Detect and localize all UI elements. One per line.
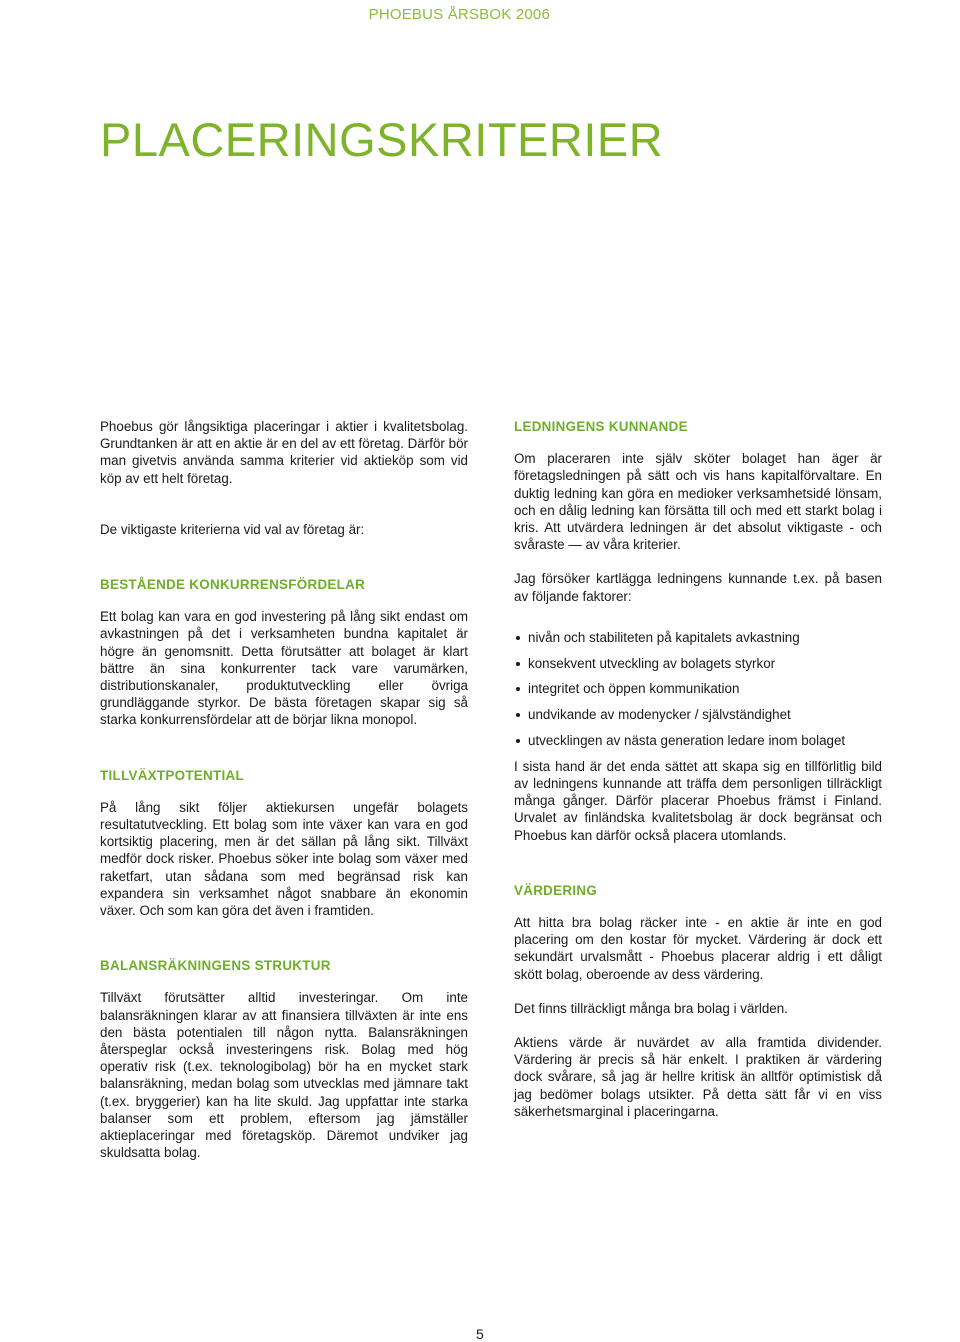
valuation-paragraph: Aktiens värde är nuvärdet av alla framtida dividender. Värdering är precis så här enkelt. I praktiken är värdering dock svårare, så jag är hellre kritisk än alltför optimistisk då jag bedömer bolags utsikter. På detta sätt får vi en viss säkerhetsmarginal i placeringarna. bbox=[514, 1035, 882, 1119]
bullet-icon bbox=[516, 662, 520, 666]
page-title: PLACERINGSKRITERIER bbox=[100, 113, 664, 166]
left-column bbox=[100, 418, 468, 1162]
bullet-icon bbox=[516, 636, 520, 640]
section-heading-management: LEDNINGENS KUNNANDE bbox=[514, 419, 688, 434]
section-heading-balance-sheet: BALANSRÄKNINGENS STRUKTUR bbox=[100, 958, 331, 974]
list-item-text: utvecklingen av nästa generation ledare inom bolaget bbox=[528, 733, 846, 749]
section-heading-growth-potential: TILLVÄXTPOTENTIAL bbox=[100, 767, 244, 783]
page-number: 5 bbox=[476, 1326, 484, 1342]
list-item-text: konsekvent utveckling av bolagets styrkor bbox=[528, 655, 776, 671]
bullet-icon bbox=[516, 713, 520, 717]
section-heading-valuation: VÄRDERING bbox=[514, 882, 598, 898]
criteria-intro: De viktigaste kriterierna vid val av företag är: bbox=[100, 521, 365, 537]
factors-intro: Jag försöker kartlägga ledningens kunnande t.ex. på basen av följande faktorer: bbox=[514, 571, 882, 604]
valuation-paragraph: Det finns tillräckligt många bra bolag i världen. bbox=[514, 1000, 788, 1016]
section-body-balance-sheet: Tillväxt förutsätter alltid investeringar. Om inte balansräkningen klarar av att finansiera tillväxten är inte ens den bästa potentialen till någon nytta. Balansräkningen återspeglar också investeringens risk. Bolag med hög operativ risk (t.ex. teknologibolag) bör ha en mycket stark balansräkning, medan bolag som utvecklas med jämnare takt (t.ex. bryggerier) kan ha lite skuld. Jag uppfattar inte starka balanser som ett problem, eftersom jag jämställer aktieplaceringar med företagsköp. Däremot undviker jag skuldsatta bolag. bbox=[100, 990, 468, 1161]
factors-list bbox=[514, 629, 882, 758]
list-item-text: nivån och stabiliteten på kapitalets avkastning bbox=[528, 629, 800, 645]
list-item bbox=[514, 629, 882, 655]
section-body-growth-potential: På lång sikt följer aktiekursen ungefär bolagets resultatutveckling. Ett bolag som inte växer kan vara en god kortsiktig placering, men är det sällan på lång sikt. Tillväxt medför dock risker. Phoebus söker inte bolag som växer med raketfart, utan sådana som med begränsad risk kan expandera sin verksamhet något snabbare än ekonomin växer. Och som kan göra det även i framtiden. bbox=[100, 799, 468, 919]
section-heading-competitive-advantage: BESTÅENDE KONKURRENSFÖRDELAR bbox=[100, 577, 366, 593]
list-item bbox=[514, 706, 882, 732]
section-body-management: Om placeraren inte själv sköter bolaget han äger är företagsledningen på sätt och vis hans kapitalförvaltare. En duktig ledning kan göra en medioker verksamhetsidé lönsam, och en dålig ledning kan försätta till och med ett starkt bolag i kris. Att utvärdera ledningen är det absolut viktigaste - och svåraste — av våra kriterier. bbox=[514, 451, 882, 553]
list-item-text: integritet och öppen kommunikation bbox=[528, 681, 740, 697]
running-header: PHOEBUS ÅRSBOK 2006 bbox=[368, 6, 550, 23]
management-conclusion: I sista hand är det enda sättet att skapa sig en tillförlitlig bild av ledningens kunnande att träffa dem personligen tillräckligt många gånger. Därför placerar Phoebus främst i Finland. Urvalet av finländska kvalitetsbolag är dock begränsat och Phoebus kan därför också placera utomlands. bbox=[514, 758, 882, 843]
right-column bbox=[514, 418, 882, 1120]
bullet-icon bbox=[516, 687, 520, 691]
list-item bbox=[514, 655, 882, 681]
intro-paragraph: Phoebus gör långsiktiga placeringar i aktier i kvalitetsbolag. Grundtanken är att en aktie är en del av ett företag. Därför bör man givetvis använda samma kriterier vid aktieköp som vid köp av ett helt företag. bbox=[100, 419, 468, 486]
list-item bbox=[514, 680, 882, 706]
list-item bbox=[514, 732, 882, 758]
bullet-icon bbox=[516, 739, 520, 743]
list-item-text: undvikande av modenycker / självständighet bbox=[528, 707, 791, 723]
valuation-paragraph: Att hitta bra bolag räcker inte - en aktie är inte en god placering om den kostar för mycket. Värdering är dock ett sekundärt urvalsmått - Phoebus placerar aldrig i ett dåligt skött bolag, oberoende av dess värdering. bbox=[514, 915, 882, 982]
section-body-competitive-advantage: Ett bolag kan vara en god investering på lång sikt endast om avkastningen på det i verksamheten bundna kapitalet är högre än genomsnitt. Detta förutsätter att bolaget är klart bättre än sina konkurrenter tack vare varumärken, distributionskanaler, produktutveckling eller övriga grundläggande styrkor. De bästa företagen skapar sig så starka konkurrensfördelar att de börjar likna monopol. bbox=[100, 609, 468, 728]
